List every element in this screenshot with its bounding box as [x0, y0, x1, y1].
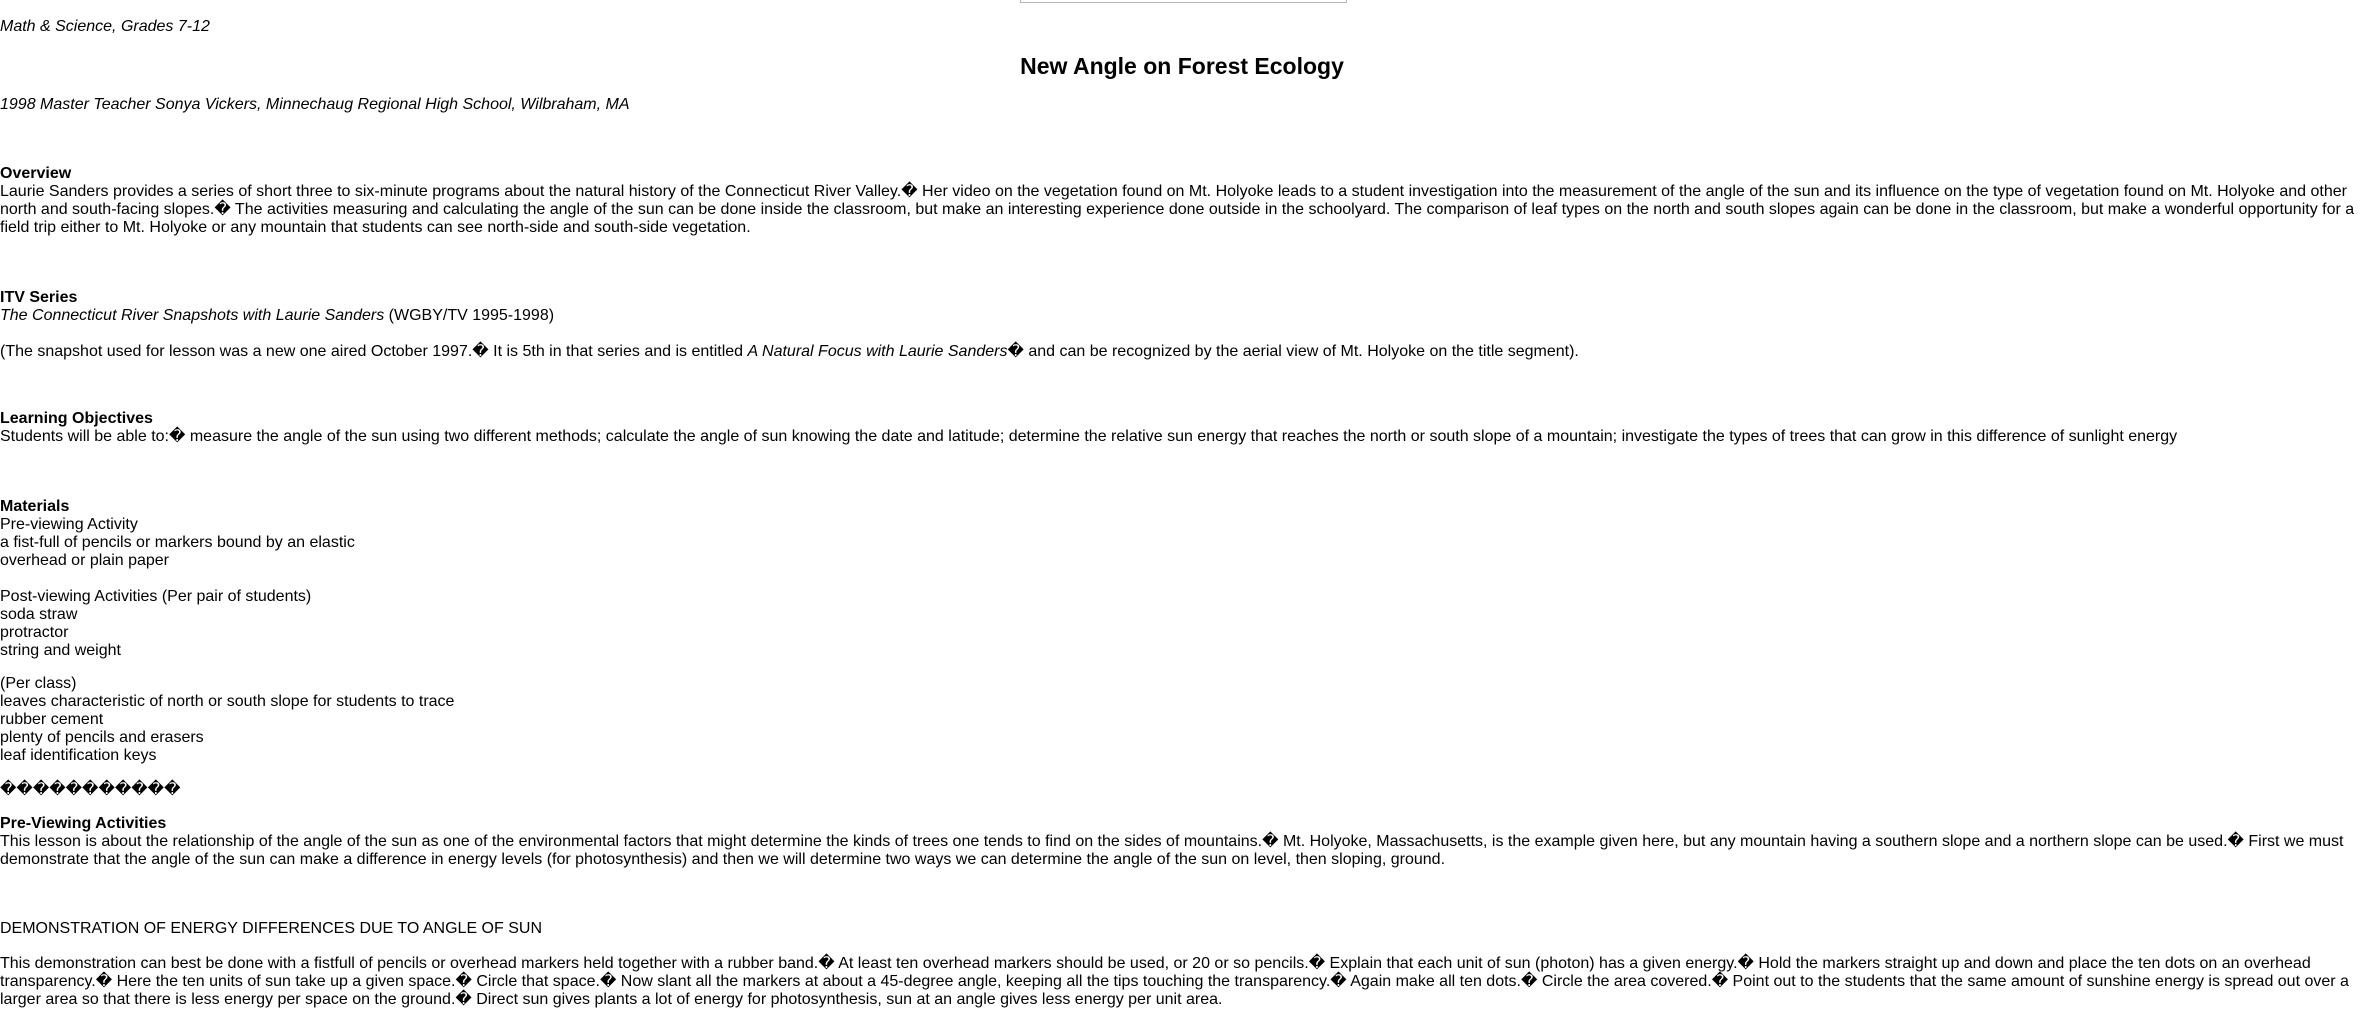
list-item: soda straw [0, 606, 78, 623]
list-item: Post-viewing Activities (Per pair of students) [0, 588, 312, 605]
list-item: Pre-viewing Activity [0, 516, 138, 533]
list-item: a fist-full of pencils or markers bound by an elastic [0, 534, 355, 551]
itv-note [0, 343, 1579, 361]
previewing-heading: Pre-Viewing Activities [0, 815, 167, 832]
list-item: leaf identification keys [0, 747, 157, 764]
overview-heading: Overview [0, 165, 72, 182]
garbled-characters: ����������� [0, 781, 181, 798]
materials-heading: Materials [0, 498, 70, 515]
list-item: plenty of pencils and erasers [0, 729, 204, 746]
list-item: (Per class) [0, 675, 77, 692]
previewing-text: This lesson is about the relationship of the angle of the sun as one of the environmental factors that might determine the kinds of trees one tends to find on the sides of mountains.� Mt. Holyoke, Massachusetts, is the example given here, but any mountain having a southern slope and a northern slope can be used.� First we must demonstrate that the angle of the sun can make a difference in energy levels (for photosynthesis) and then we will determine two ways we can determine the angle of the sun on level, then sloping, ground. [0, 833, 2344, 868]
itv-series-info: (WGBY/TV 1995-1998) [384, 307, 555, 324]
list-item: overhead or plain paper [0, 552, 170, 569]
list-item: string and weight [0, 642, 121, 659]
materials-class-list [0, 675, 454, 765]
category-label: Math & Science, Grades 7-12 [0, 18, 210, 35]
itv-note-after: � and can be recognized by the aerial view of Mt. Holyoke on the title segment). [1007, 343, 1579, 360]
demonstration-text: This demonstration can best be done with a fistfull of pencils or overhead markers held together with a rubber band.� At least ten overhead markers should be used, or 20 or so pencils.� Explain that each unit of sun (photon) has a given energy.� Hold the markers straight up and down and place the ten dots on an overhead transparency.� Here the ten units of sun take up a given space.� Circle that space.� Now slant all the markers at about a 45-degree angle, keeping all the tips touching the transparency.� Again make all ten dots.� Circle the area covered.� Point out to the students that the same amount of sunshine energy is spread out over a larger area so that there is less energy per space on the ground.� Direct sun gives plants a lot of energy for photosynthesis, sun at an angle gives less energy per unit area. [0, 955, 2349, 1008]
top-frame-box [1020, 0, 1347, 3]
itv-series-line [0, 307, 554, 325]
overview-text: Laurie Sanders provides a series of short three to six-minute programs about the natural history of the Connecticut River Valley.� Her video on the vegetation found on Mt. Holyoke leads to a student investigation into the measurement of the angle of the sun and its influence on the type of vegetation found on Mt. Holyoke and other north and south-facing slopes.� The activities measuring and calculating the angle of the sun can be done inside the classroom, but make an interesting experience done outside in the schoolyard. The comparison of leaf types on the north and south slopes again can be done in the classroom, but make a wonderful opportunity for a field trip either to Mt. Holyoke or any mountain that students can see north-side and south-side vegetation. [0, 183, 2355, 236]
author-line: 1998 Master Teacher Sonya Vickers, Minnechaug Regional High School, Wilbraham, MA [0, 96, 630, 113]
itv-series-title: The Connecticut River Snapshots with Laurie Sanders [0, 307, 385, 324]
itv-heading: ITV Series [0, 289, 78, 306]
list-item: rubber cement [0, 711, 104, 728]
page-title: New Angle on Forest Ecology [1020, 53, 1344, 79]
objectives-text: Students will be able to:� measure the angle of the sun using two different methods; calculate the angle of sun knowing the date and latitude; determine the relative sun energy that reaches the north or south slope of a mountain; investigate the types of trees that can grow in this difference of sunlight energy [0, 428, 2178, 445]
list-item: leaves characteristic of north or south slope for students to trace [0, 693, 455, 710]
demonstration-heading: DEMONSTRATION OF ENERGY DIFFERENCES DUE TO ANGLE OF SUN [0, 920, 542, 937]
materials-post-list [0, 588, 311, 660]
itv-note-before: (The snapshot used for lesson was a new one aired October 1997.� It is 5th in that series and is entitled [0, 343, 748, 360]
itv-note-title: A Natural Focus with Laurie Sanders [747, 343, 1008, 360]
list-item: protractor [0, 624, 69, 641]
materials-pre-list [0, 516, 355, 570]
objectives-heading: Learning Objectives [0, 410, 153, 427]
